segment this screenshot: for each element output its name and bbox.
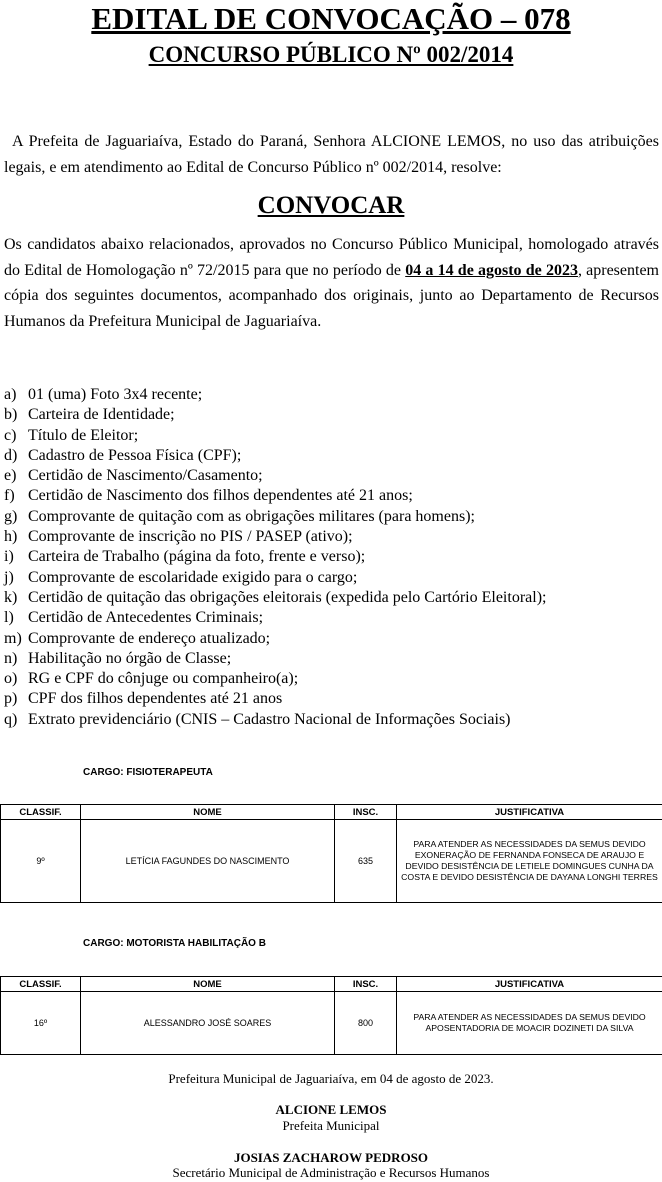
document-text: Comprovante de escolaridade exigido para o cargo; bbox=[28, 568, 358, 586]
document-letter: c) bbox=[4, 426, 17, 444]
table-header-row bbox=[1, 977, 662, 992]
document-letter: h) bbox=[4, 528, 18, 546]
cell-nome: ALESSANDRO JOSÉ SOARES bbox=[81, 992, 335, 1055]
document-text: Certidão de quitação das obrigações eleitorais (expedida pelo Cartório Eleitoral); bbox=[28, 588, 547, 606]
document-letter: q) bbox=[4, 710, 18, 728]
document-item bbox=[4, 710, 659, 730]
intro-paragraph: A Prefeita de Jaguariaíva, Estado do Paraná, Senhora ALCIONE LEMOS, no uso das atribuições legais, e em atendimento ao Edital de Concurso Público nº 002/2014, resolve: bbox=[4, 133, 659, 176]
document-item bbox=[4, 486, 659, 506]
document-letter: g) bbox=[4, 507, 18, 525]
document-text: Comprovante de quitação com as obrigações militares (para homens); bbox=[28, 507, 475, 525]
cell-justificativa: PARA ATENDER AS NECESSIDADES DA SEMUS DEVIDO EXONERAÇÃO DE FERNANDA FONSECA DE ARAUJO E DEVIDO DESISTÊNCIA DE LETIELE DOMINGUES CUNHA DA COSTA E DEVIDO DESISTÊNCIA DE DAYANA LONGHI TERRES bbox=[397, 820, 662, 903]
document-item bbox=[4, 588, 659, 608]
document-letter: f) bbox=[4, 487, 15, 505]
document-text: Cadastro de Pessoa Física (CPF); bbox=[28, 446, 242, 464]
document-text: Habilitação no órgão de Classe; bbox=[28, 649, 232, 667]
document-letter: o) bbox=[4, 670, 18, 688]
convocation-period: 04 a 14 de agosto de 2023 bbox=[405, 261, 578, 279]
convocar-heading: CONVOCAR bbox=[257, 192, 405, 219]
document-text: Título de Eleitor; bbox=[28, 426, 139, 444]
document-item bbox=[4, 426, 659, 446]
convocation-text-start: Os candidatos abaixo relacionados, aprovados no Concurso Público Municipal, homologado através do Edital de Homologação nº 72/2015 para que no período de bbox=[4, 236, 659, 279]
signer-mayor-role: Prefeita Municipal bbox=[282, 1118, 380, 1133]
document-letter: l) bbox=[4, 609, 14, 627]
document-item bbox=[4, 629, 659, 649]
header-justificativa: JUSTIFICATIVA bbox=[397, 805, 662, 820]
document-text: Certidão de Nascimento/Casamento; bbox=[28, 467, 263, 485]
document-item bbox=[4, 385, 659, 405]
candidates-table-fisioterapeuta bbox=[0, 804, 662, 903]
document-item bbox=[4, 568, 659, 588]
cell-insc: 800 bbox=[335, 992, 397, 1055]
required-documents-list bbox=[4, 385, 659, 730]
header-classif: CLASSIF. bbox=[1, 977, 81, 992]
document-text: Comprovante de inscrição no PIS / PASEP (ativo); bbox=[28, 528, 353, 546]
table-header-row bbox=[1, 805, 662, 820]
cell-justificativa: PARA ATENDER AS NECESSIDADES DA SEMUS DEVIDO APOSENTADORIA DE MOACIR DOZINETI DA SILVA bbox=[397, 992, 662, 1055]
document-letter: n) bbox=[4, 649, 18, 667]
document-letter: j) bbox=[4, 568, 14, 586]
document-text: CPF dos filhos dependentes até 21 anos bbox=[28, 690, 283, 708]
document-title: EDITAL DE CONVOCAÇÃO – 078 bbox=[91, 1, 571, 36]
convocation-text-end: , apresentem cópia dos seguintes documentos, acompanhado dos originais, junto ao Departamento de Recursos Humanos da Prefeitura Municipal de Jaguariaíva. bbox=[4, 261, 659, 330]
header-classif: CLASSIF. bbox=[1, 805, 81, 820]
document-subtitle: CONCURSO PÚBLICO Nº 002/2014 bbox=[148, 42, 514, 67]
document-text: Carteira de Trabalho (página da foto, frente e verso); bbox=[28, 548, 366, 566]
header-nome: NOME bbox=[81, 805, 335, 820]
document-text: Comprovante de endereço atualizado; bbox=[28, 629, 271, 647]
document-item bbox=[4, 689, 659, 709]
document-letter: d) bbox=[4, 446, 18, 464]
document-letter: i) bbox=[4, 548, 14, 566]
document-letter: e) bbox=[4, 467, 17, 485]
document-text: Extrato previdenciário (CNIS – Cadastro Nacional de Informações Sociais) bbox=[28, 710, 511, 728]
place-and-date: Prefeitura Municipal de Jaguariaíva, em 04 de agosto de 2023. bbox=[168, 1071, 494, 1086]
signer-secretary-name: JOSIAS ZACHAROW PEDROSO bbox=[233, 1150, 429, 1165]
header-insc: INSC. bbox=[335, 805, 397, 820]
document-item bbox=[4, 507, 659, 527]
signer-mayor-name: ALCIONE LEMOS bbox=[275, 1102, 387, 1117]
document-text: 01 (uma) Foto 3x4 recente; bbox=[28, 386, 203, 403]
document-item bbox=[4, 405, 659, 425]
document-item bbox=[4, 466, 659, 486]
cargo-title-motorista: CARGO: MOTORISTA HABILITAÇÃO B bbox=[83, 938, 266, 949]
document-item bbox=[4, 608, 659, 628]
cell-classif: 16º bbox=[1, 992, 81, 1055]
document-text: RG e CPF do cônjuge ou companheiro(a); bbox=[28, 670, 299, 688]
document-item bbox=[4, 527, 659, 547]
document-text: Carteira de Identidade; bbox=[28, 406, 175, 424]
cell-classif: 9º bbox=[1, 820, 81, 903]
header-insc: INSC. bbox=[335, 977, 397, 992]
cell-nome: LETÍCIA FAGUNDES DO NASCIMENTO bbox=[81, 820, 335, 903]
document-letter: m) bbox=[4, 629, 22, 647]
document-item bbox=[4, 649, 659, 669]
document-letter: a) bbox=[4, 386, 17, 403]
cargo-title-fisioterapeuta: CARGO: FISIOTERAPEUTA bbox=[83, 767, 213, 778]
document-letter: k) bbox=[4, 588, 18, 606]
table-row bbox=[1, 992, 662, 1055]
candidates-table-motorista bbox=[0, 976, 662, 1055]
cell-insc: 635 bbox=[335, 820, 397, 903]
document-item bbox=[4, 669, 659, 689]
document-item bbox=[4, 446, 659, 466]
signer-secretary-role: Secretário Municipal de Administração e Recursos Humanos bbox=[172, 1165, 490, 1180]
document-item bbox=[4, 547, 659, 567]
convocation-paragraph bbox=[4, 232, 659, 334]
table-row bbox=[1, 820, 662, 903]
document-letter: p) bbox=[4, 690, 18, 708]
document-letter: b) bbox=[4, 406, 18, 424]
header-justificativa: JUSTIFICATIVA bbox=[397, 977, 662, 992]
header-nome: NOME bbox=[81, 977, 335, 992]
document-text: Certidão de Nascimento dos filhos dependentes até 21 anos; bbox=[28, 487, 413, 505]
document-text: Certidão de Antecedentes Criminais; bbox=[28, 609, 264, 627]
